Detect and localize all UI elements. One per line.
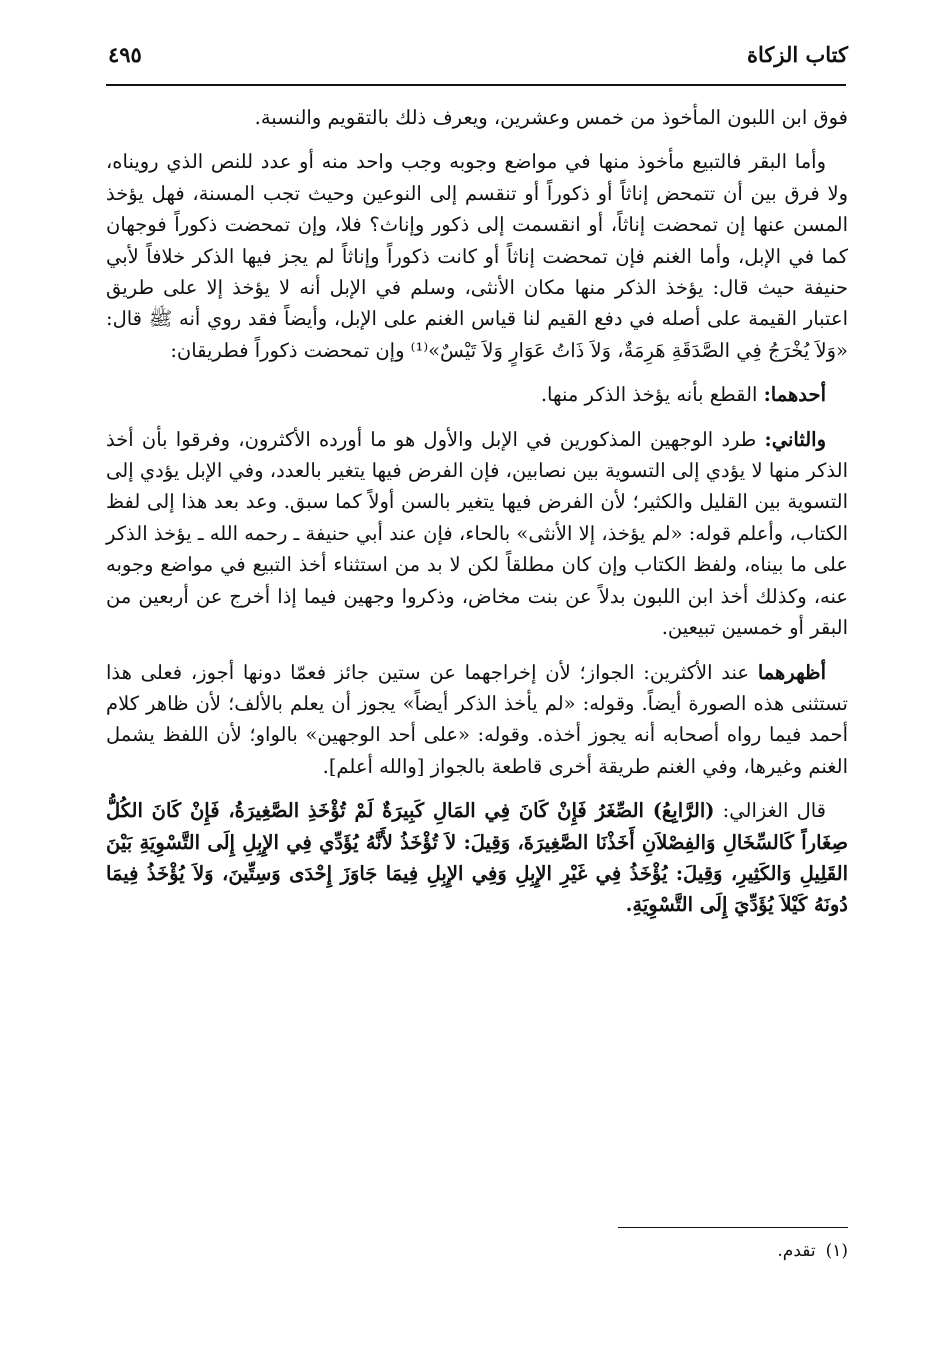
paragraph-2 [106, 146, 848, 366]
paragraph-5-text: عند الأكثرين: الجواز؛ لأن إخراجهما عن ستين جائز فعمّا دونها أجوز، فعلى هذا تستثنى هذه الصورة أيضاً. وقوله: «لم يأخذ الذكر أيضاً» يجوز أن يعلم بالألف؛ لأن ظاهر كلام أحمد فيما رواه أصحابه أنه يجوز أخذه. وقوله: «على أحد الوجهين» بالواو؛ لأن اللفظ يشمل الغنم وغيرها، وفي الغنم طريقة أخرى قاطعة بالجواز [والله أعلم]. [106, 660, 848, 778]
page-number: ٤٩٥ [108, 42, 142, 67]
paragraph-4-lead: والثاني: [764, 427, 826, 451]
main-text [106, 102, 848, 934]
paragraph-5-lead: أظهرهما [757, 660, 826, 684]
footnote-text: تقدم. [777, 1241, 816, 1261]
paragraph-4-text: طرد الوجهين المذكورين في الإبل والأول هو ما أورده الأكثرون، وفرقوا بأن أخذ الذكر منها لا يؤدي إلى التسوية بين نصابين، فإن الفرض فيها يتغير بالعدد، وفي الإبل يؤدي إلى التسوية بين القليل والكثير؛ لأن الفرض فيها يتغير بالسن أولاً كما سبق. وعد بعد هذا إلى لفظ الكتاب، وأعلم قوله: «لم يؤخذ، إلا الأنثى» بالحاء، فإن عند أبي حنيفة ـ رحمه الله ـ يؤخذ الذكر على ما بيناه، ولفظ الكتاب وإن كان مطلقاً لكن لا بد من استثناء أخذ التبيع في مواضع وجوبه عنه، وكذلك أخذ ابن اللبون بدلاً عن بنت مخاض، وذكروا وجهين فيما إذا أخرج عن أربعين من البقر أو خمسين تبيعين. [106, 427, 848, 640]
paragraph-5 [106, 657, 848, 783]
paragraph-3-text: القطع بأنه يؤخذ الذكر منها. [540, 383, 764, 407]
paragraph-1 [106, 102, 848, 133]
paragraph-3 [106, 379, 848, 410]
header-rule [106, 84, 846, 86]
paragraph-6-quote: (الرَّابِعُ) الصِّغَرُ فَإِنْ كَانَ فِي المَالِ كَبِيرَةٌ لَمْ تُؤْخَذِ الصَّغِيرَةُ، فَإِنْ كَانَ الكُلُّ صِغَاراً كَالسِّخَالِ وَالفِصْلاَنِ أَخَذْنَا الصَّغِيرَةَ، وَقِيلَ: لاَ تُؤْخَذُ لأَنَّهُ يُؤَدِّي فِي الإِبِلِ إِلَى التَّسْوِيَةِ بَيْنَ القَلِيلِ وَالكَثِيرِ، وَقِيلَ: يُؤْخَذُ فِي غَيْرِ الإِبِلِ وَفِي الإِبِلِ فِيمَا جَاوَزَ إِحْدَى وَسِتِّينَ، وَلاَ يُؤْخَذُ فِيمَا دُونَهُ كَيْلاَ يُؤَدِّيَ إِلَى التَّسْوِيَةِ. [106, 799, 848, 917]
footnote [448, 1238, 848, 1264]
footnote-mark: (١) [825, 1241, 848, 1261]
paragraph-3-lead: أحدهما: [763, 383, 826, 407]
footnote-rule [618, 1227, 848, 1228]
paragraph-6 [106, 795, 848, 921]
paragraph-4 [106, 424, 848, 644]
running-title: كتاب الزكاة [746, 42, 848, 67]
paragraph-2-text: وأما البقر فالتبيع مأخوذ منها في مواضع وجوبه وجب واحد منه أو عدد للنص الذي رويناه، ولا فرق بين أن تتمحض إناثاً أو ذكوراً أو تنقسم إلى النوعين وحيث تجب المسنة، فهل يؤخذ المسن عنها إن تمحضت إناثاً، أو انقسمت إلى ذكور وإناث؟ فلا، وإن تمحضت ذكوراً فوجهان كما في الإبل، وأما الغنم فإن تمحضت إناثاً أو كانت ذكوراً وإناثاً لم يجز فيها الذكر خلافاً لأبي حنيفة حيث قال: يؤخذ الذكر منها مكان الأنثى، وسلم في الإبل أنه لا يؤخذ إلا على طريق اعتبار القيمة على أصله في دفع القيم لنا قياس الغنم على الإبل، وأيضاً فقد روي أنه ﷺ قال: «وَلاَ يُخْرَجُ فِي الصَّدَقَةِ هَرِمَةٌ، وَلاَ ذَاتُ عَوَارٍ وَلاَ تَيْسٌ»⁽¹⁾ وإن تمحضت ذكوراً فطريقان: [106, 150, 848, 362]
paragraph-1-text: فوق ابن اللبون المأخوذ من خمس وعشرين، ويعرف ذلك بالتقويم والنسبة. [254, 106, 848, 129]
paragraph-6-intro: قال الغزالي: [714, 799, 826, 823]
